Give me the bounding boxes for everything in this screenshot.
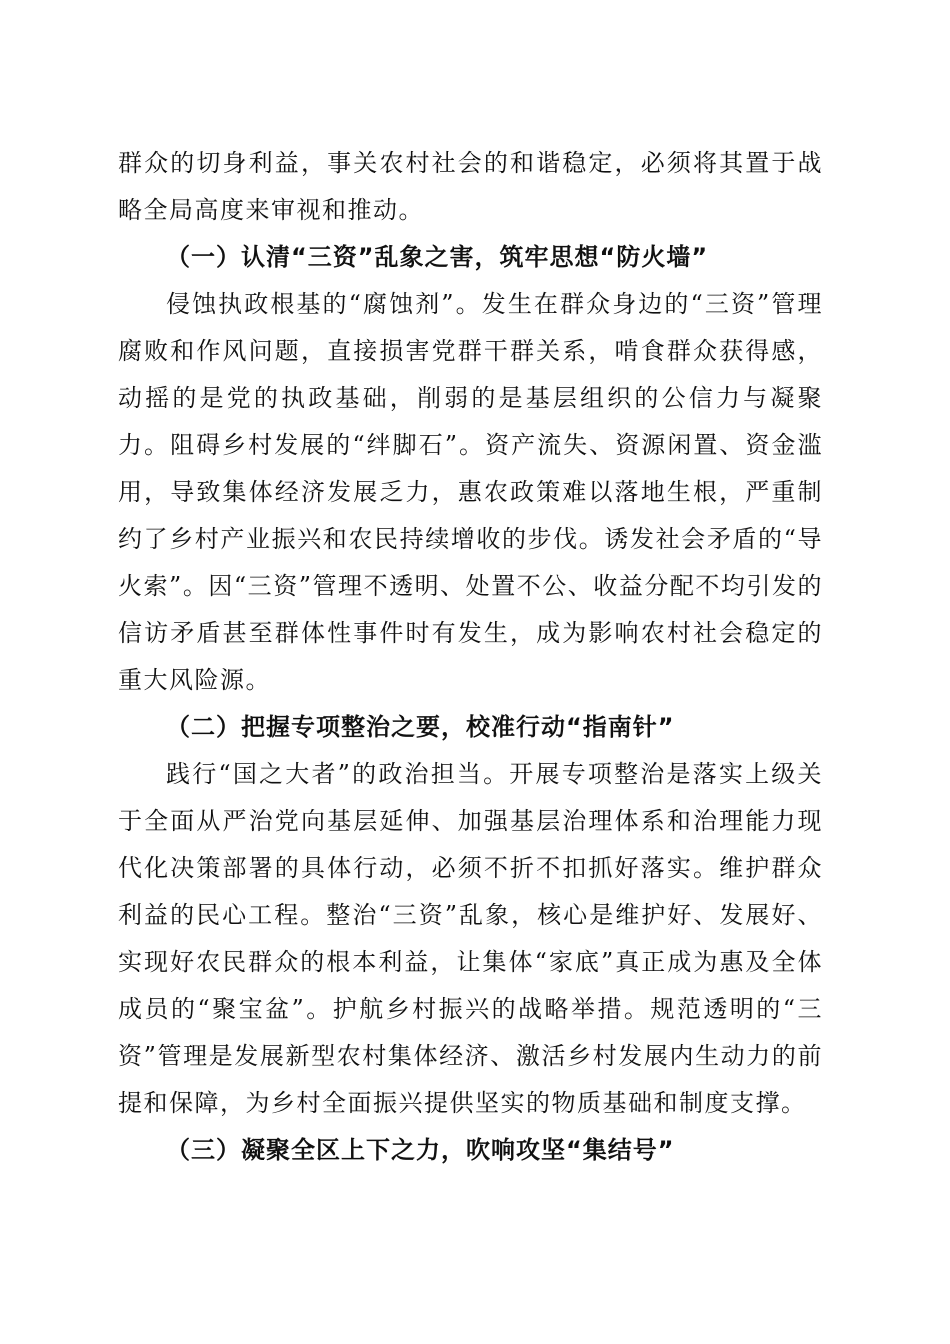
paragraph-1 — [118, 281, 823, 704]
heading-text: （三）凝聚全区上下之力，吹响攻坚“集结号” — [166, 1136, 675, 1164]
paragraph-continuation — [118, 140, 823, 234]
section-heading-3 — [118, 1127, 823, 1174]
section-heading-1 — [118, 234, 823, 281]
paragraph-text: 群众的切身利益，事关农村社会的和谐稳定，必须将其置于战略全局高度来审视和推动。 — [118, 149, 823, 224]
paragraph-text: 践行“国之大者”的政治担当。开展专项整治是落实上级关于全面从严治党向基层延伸、加强基层治理体系和治理能力现代化决策部署的具体行动，必须不折不扣抓好落实。维护群众利益的民心工程。整治“三资”乱象，核心是维护好、发展好、实现好农民群众的根本利益，让集体“家底”真正成为惠及全体成员的“聚宝盆”。护航乡村振兴的战略举措。规范透明的“三资”管理是发展新型农村集体经济、激活乡村发展内生动力的前提和保障，为乡村全面振兴提供坚实的物质基础和制度支撑。 — [118, 760, 823, 1117]
heading-text: （一）认清“三资”乱象之害，筑牢思想“防火墙” — [166, 243, 709, 271]
section-heading-2 — [118, 704, 823, 751]
paragraph-text: 侵蚀执政根基的“腐蚀剂”。发生在群众身边的“三资”管理腐败和作风问题，直接损害党群干群关系，啃食群众获得感，动摇的是党的执政基础，削弱的是基层组织的公信力与凝聚力。阻碍乡村发展的“绊脚石”。资产流失、资源闲置、资金滥用，导致集体经济发展乏力，惠农政策难以落地生根，严重制约了乡村产业振兴和农民持续增收的步伐。诱发社会矛盾的“导火索”。因“三资”管理不透明、处置不公、收益分配不均引发的信访矛盾甚至群体性事件时有发生，成为影响农村社会稳定的重大风险源。 — [118, 290, 823, 694]
heading-text: （二）把握专项整治之要，校准行动“指南针” — [166, 713, 675, 741]
paragraph-2 — [118, 751, 823, 1127]
document-page — [118, 140, 823, 1174]
